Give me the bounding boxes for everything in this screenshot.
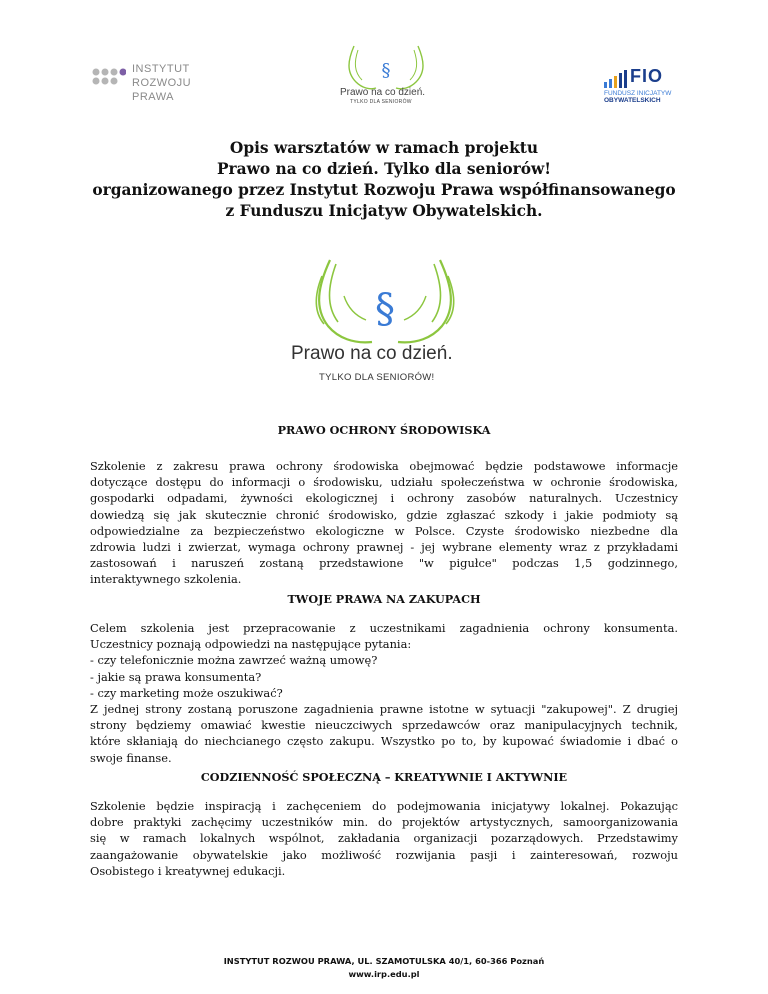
paragraph-line: - czy marketing może oszukiwać? [90,685,283,700]
paragraph-line: zastosowań i naruszeń zostaną przedstawione "w pigułce" podczas 1,5 godzinnego, [90,556,678,571]
fio-logo-subtitle [604,90,684,104]
fio-logo-subtitle-line: OBYWATELSKICH [604,97,661,104]
paragraph-line: Szkolenie będzie inspiracją i zachęceniem do podejmowania inicjatywy lokalnej. Pokazując [90,799,678,813]
paragraph-line: Szkolenie z zakresu prawa ochrony środowiska obejmować będzie podstawowe informacje [90,459,678,473]
irp-logo-line: ROZWOJU [132,77,192,89]
paragraph-line: dobre praktyki zachęcimy uczestników min. do projektów artystycznych, samoorganizowania [90,815,678,830]
irp-logo-text [132,62,222,104]
center-logo-subtitle: TYLKO DLA SENIORÓW [350,99,412,105]
section-paragraph [90,620,678,766]
paragraph-line: zdrowia ludzi i zwierzat, wymaga ochrony prawnej - jej wybrane elementy wraz z przykładami [90,540,678,555]
title-line: z Funduszu Inicjatyw Obywatelskich. [225,202,543,220]
paragraph-line: - jakie są prawa konsumenta? [90,669,262,684]
paragraph-line: zaangażowanie obywatelskie jako możliwość rozwijania pasji i zainteresowań, rozwoju [90,847,678,862]
title-line: Opis warsztatów w ramach projektu [229,139,539,157]
paragraph-line: gospodarki odpadami, żywności ekologicznej i ochrony zasobów naturalnych. Uczestnicy [90,491,678,506]
paragraph-line: interaktywnego szkolenia. [90,572,242,587]
section-heading: CODZIENNOŚĆ SPOŁECZNĄ – KREATYWNIE I AKTYWNIE [200,770,568,784]
paragraph-line: strony będziemy omawiać kwestie nieuczciwych sprzedawców oraz manipulacyjnych technik, [90,718,678,733]
fio-logo-subtitle-line: FUNDUSZ INICJATYW [604,90,672,97]
paragraph-line: odpowiedzialne za bezpieczeństwo ekologiczne w Polsce. Czyste środowisko niezbedne dla [90,523,678,538]
svg-text:§: § [381,60,391,81]
footer-website: www.irp.edu.pl [348,969,420,979]
paragraph-line: Osobistego i kreatywnej edukacji. [90,863,286,878]
paragraph-line: Z jednej strony zostaną poruszone zagadnienia prawne istotne w sytuacji "zakupowej". Z drugiej [90,702,678,717]
hands-paragraph-logo [300,256,470,386]
irp-logo-line: PRAWA [132,91,175,103]
footer-address: INSTYTUT ROZWOU PRAWA, UL. SZAMOTULSKA 40/1, 60-366 Poznań [223,956,545,966]
paragraph-line: dotyczące dostępu do informacji o środowisku, udziału społeczeństwa w ochronie środowiska, [90,475,678,490]
irp-logo-line: INSTYTUT [132,63,190,75]
paragraph-line: dowiedzą się jak skutecznie chronić środowisko, gdzie zgłaszać szkody i jakie podmioty są [90,507,678,522]
title-line: Prawo na co dzień. Tylko dla seniorów! [216,160,551,178]
section-heading: TWOJE PRAWA NA ZAKUPACH [287,592,481,606]
paragraph-line: Celem szkolenia jest przepracowanie z uczestnikami zagadnienia ochrony konsumenta. [90,621,678,635]
document-title [80,138,688,222]
big-logo-subtitle: TYLKO DLA SENIORÓW! [319,372,435,383]
svg-text:§: § [375,286,395,332]
paragraph-line: się w ramach lokalnych wspólnot, zakładania organizacji pozarządowych. Przedstawimy [90,831,678,846]
page-header [0,0,768,120]
title-line: organizowanego przez Instytut Rozwoju Prawa współfinansowanego [92,181,676,199]
section-paragraph [90,458,678,588]
big-logo-title: Prawo na co dzień. [291,343,453,364]
paragraph-line: Uczestnicy poznają odpowiedzi na następujące pytania: [90,637,412,652]
section-paragraph [90,798,678,879]
paragraph-line: - czy telefonicznie można zawrzeć ważną umowę? [90,653,378,668]
fio-logo-title: FIO [630,66,663,86]
section-heading: PRAWO OCHRONY ŚRODOWISKA [277,423,491,437]
paragraph-line: swoje finanse. [90,750,172,765]
irp-dots-icon [92,68,126,90]
center-logo-title: Prawo na co dzień. [340,87,426,98]
paragraph-line: które skłaniają do niechcianego często zakupu. Wszystko po to, by kupować świadomie i dbać o [90,734,678,749]
